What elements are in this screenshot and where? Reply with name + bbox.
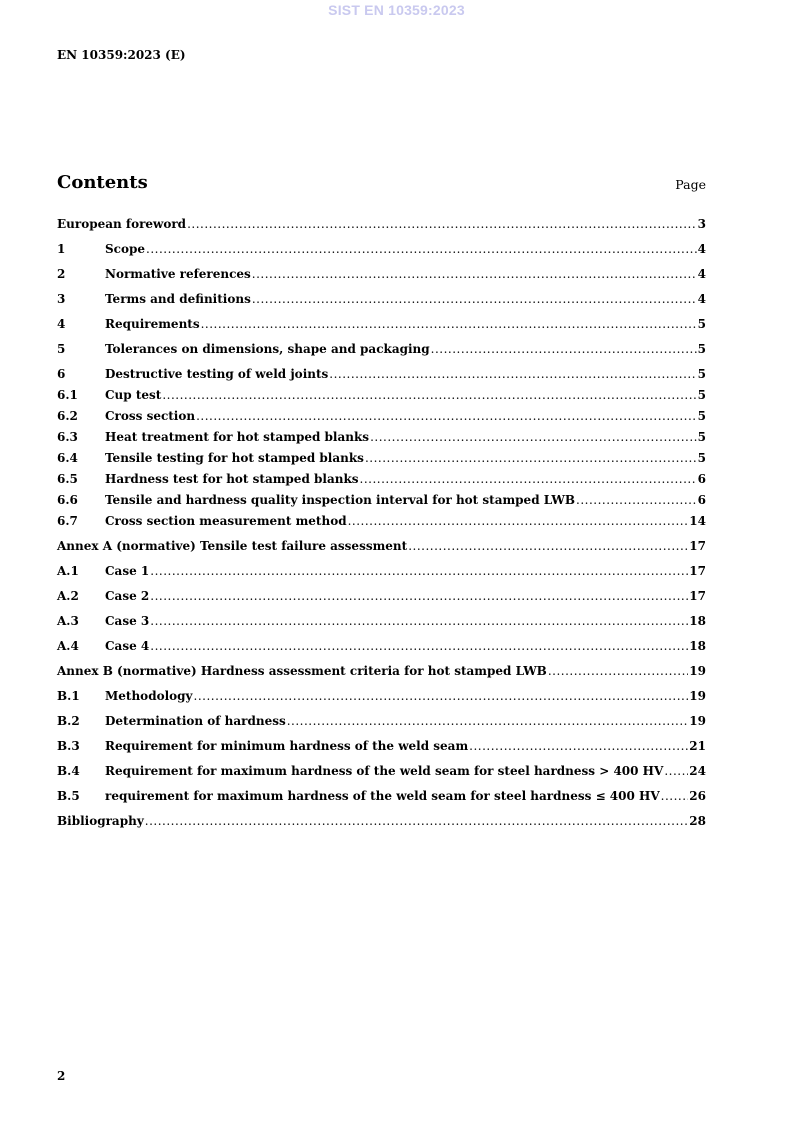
toc-dot-leader	[370, 427, 697, 447]
document-id: EN 10359:2023 (E)	[57, 48, 186, 62]
toc-dot-leader	[661, 786, 689, 806]
toc-entry[interactable]	[57, 448, 706, 469]
toc-entry[interactable]	[57, 536, 706, 561]
toc-dot-leader	[469, 736, 688, 756]
toc-entry-number: 3	[57, 292, 66, 306]
toc-entry-number: 6.3	[57, 430, 78, 444]
toc-entry-page: 3	[697, 217, 706, 231]
toc-entry-page: 18	[689, 614, 706, 628]
toc-entry[interactable]	[57, 636, 706, 661]
toc-entry[interactable]	[57, 490, 706, 511]
contents-title: Contents	[57, 172, 148, 193]
toc-entry-number: 6.7	[57, 514, 78, 528]
toc-entry-title: Bibliography	[57, 814, 144, 828]
toc-entry-title: Case 3	[105, 614, 150, 628]
toc-dot-leader	[196, 406, 697, 426]
toc-entry-page: 28	[689, 814, 706, 828]
toc-entry[interactable]	[57, 586, 706, 611]
toc-entry-page: 6	[697, 493, 706, 507]
toc-entry-page: 17	[689, 564, 706, 578]
toc-entry-page: 19	[689, 689, 706, 703]
toc-entry-page: 4	[697, 292, 706, 306]
toc-entry-page: 4	[697, 267, 706, 281]
toc-dot-leader	[162, 385, 696, 405]
toc-entry-page: 5	[697, 430, 706, 444]
toc-entry-title: Terms and definitions	[105, 292, 251, 306]
toc-entry-number: 1	[57, 242, 66, 256]
table-of-contents	[57, 214, 706, 836]
toc-entry-title: Case 4	[105, 639, 150, 653]
toc-entry-number: 4	[57, 317, 66, 331]
toc-entry-page: 17	[689, 589, 706, 603]
toc-entry-page: 19	[689, 664, 706, 678]
toc-dot-leader	[150, 586, 688, 606]
toc-dot-leader	[252, 264, 697, 284]
toc-dot-leader	[145, 811, 689, 831]
toc-entry-title: Tensile testing for hot stamped blanks	[105, 451, 364, 465]
toc-entry[interactable]	[57, 385, 706, 406]
toc-entry-number: B.1	[57, 689, 80, 703]
toc-entry-title: Heat treatment for hot stamped blanks	[105, 430, 370, 444]
toc-dot-leader	[287, 711, 689, 731]
toc-entry-title: Requirements	[105, 317, 200, 331]
toc-dot-leader	[150, 561, 688, 581]
toc-entry-number: 2	[57, 267, 66, 281]
toc-entry-number: B.5	[57, 789, 80, 803]
toc-entry[interactable]	[57, 511, 706, 536]
toc-entry-page: 26	[689, 789, 706, 803]
toc-entry[interactable]	[57, 469, 706, 490]
toc-entry-number: B.4	[57, 764, 80, 778]
toc-dot-leader	[664, 761, 688, 781]
toc-entry-title: Annex A (normative) Tensile test failure assessment	[57, 539, 408, 553]
toc-entry-number: A.1	[57, 564, 79, 578]
toc-entry-page: 18	[689, 639, 706, 653]
toc-dot-leader	[348, 511, 689, 531]
watermark: SIST EN 10359:2023	[328, 2, 465, 18]
toc-entry-title: Case 1	[105, 564, 150, 578]
toc-entry[interactable]	[57, 239, 706, 264]
toc-entry-page: 5	[697, 388, 706, 402]
toc-entry-title: European foreword	[57, 217, 187, 231]
toc-entry-number: 6.1	[57, 388, 78, 402]
toc-entry[interactable]	[57, 761, 706, 786]
toc-entry-number: 6.6	[57, 493, 78, 507]
toc-entry-page: 24	[689, 764, 706, 778]
toc-entry-title: Hardness test for hot stamped blanks	[105, 472, 359, 486]
toc-entry[interactable]	[57, 711, 706, 736]
toc-entry[interactable]	[57, 264, 706, 289]
toc-entry[interactable]	[57, 427, 706, 448]
toc-entry[interactable]	[57, 406, 706, 427]
toc-entry-page: 5	[697, 317, 706, 331]
toc-entry-page: 19	[689, 714, 706, 728]
toc-entry-number: B.3	[57, 739, 80, 753]
toc-entry[interactable]	[57, 214, 706, 239]
toc-entry-number: 6	[57, 367, 66, 381]
toc-entry-number: A.3	[57, 614, 79, 628]
toc-entry-page: 17	[689, 539, 706, 553]
toc-entry-title: Normative references	[105, 267, 251, 281]
toc-entry[interactable]	[57, 686, 706, 711]
toc-entry[interactable]	[57, 314, 706, 339]
toc-entry-page: 21	[689, 739, 706, 753]
toc-entry[interactable]	[57, 339, 706, 364]
footer-page-number: 2	[57, 1069, 66, 1083]
toc-dot-leader	[548, 661, 688, 681]
toc-dot-leader	[576, 490, 697, 510]
toc-entry-title: Destructive testing of weld joints	[105, 367, 329, 381]
toc-entry-title: Tensile and hardness quality inspection interval for hot stamped LWB	[105, 493, 575, 507]
toc-entry[interactable]	[57, 736, 706, 761]
toc-entry-number: 6.4	[57, 451, 78, 465]
toc-entry-page: 5	[697, 367, 706, 381]
toc-dot-leader	[146, 239, 697, 259]
toc-entry-page: 4	[697, 242, 706, 256]
toc-entry-title: Tolerances on dimensions, shape and packaging	[105, 342, 430, 356]
toc-dot-leader	[329, 364, 696, 384]
toc-entry-number: B.2	[57, 714, 80, 728]
toc-entry-number: A.2	[57, 589, 79, 603]
toc-entry-number: 6.2	[57, 409, 78, 423]
toc-entry-page: 14	[689, 514, 706, 528]
toc-entry-title: Requirement for maximum hardness of the weld seam for steel hardness > 400 HV	[105, 764, 664, 778]
toc-entry-page: 5	[697, 451, 706, 465]
toc-entry-title: Cup test	[105, 388, 162, 402]
toc-entry[interactable]	[57, 661, 706, 686]
toc-dot-leader	[187, 214, 697, 234]
toc-dot-leader	[365, 448, 697, 468]
page-column-label: Page	[675, 177, 706, 192]
toc-entry-title: Case 2	[105, 589, 150, 603]
toc-entry-title: Requirement for minimum hardness of the weld seam	[105, 739, 469, 753]
toc-entry[interactable]	[57, 786, 706, 811]
toc-dot-leader	[201, 314, 697, 334]
toc-entry-title: requirement for maximum hardness of the weld seam for steel hardness ≤ 400 HV	[105, 789, 660, 803]
toc-dot-leader	[360, 469, 697, 489]
toc-dot-leader	[150, 611, 688, 631]
toc-entry-title: Scope	[105, 242, 146, 256]
toc-entry-page: 5	[697, 409, 706, 423]
toc-entry-number: A.4	[57, 639, 79, 653]
toc-entry-number: 5	[57, 342, 66, 356]
toc-entry[interactable]	[57, 364, 706, 385]
toc-entry[interactable]	[57, 811, 706, 836]
toc-entry[interactable]	[57, 561, 706, 586]
toc-dot-leader	[408, 536, 688, 556]
toc-entry-title: Cross section	[105, 409, 196, 423]
toc-entry-title: Annex B (normative) Hardness assessment criteria for hot stamped LWB	[57, 664, 547, 678]
toc-entry[interactable]	[57, 611, 706, 636]
toc-entry-page: 6	[697, 472, 706, 486]
toc-entry-title: Determination of hardness	[105, 714, 286, 728]
toc-entry-title: Methodology	[105, 689, 193, 703]
toc-entry-page: 5	[697, 342, 706, 356]
toc-dot-leader	[252, 289, 697, 309]
toc-dot-leader	[431, 339, 697, 359]
toc-entry-title: Cross section measurement method	[105, 514, 347, 528]
toc-dot-leader	[194, 686, 689, 706]
toc-dot-leader	[150, 636, 688, 656]
toc-entry-number: 6.5	[57, 472, 78, 486]
toc-entry[interactable]	[57, 289, 706, 314]
